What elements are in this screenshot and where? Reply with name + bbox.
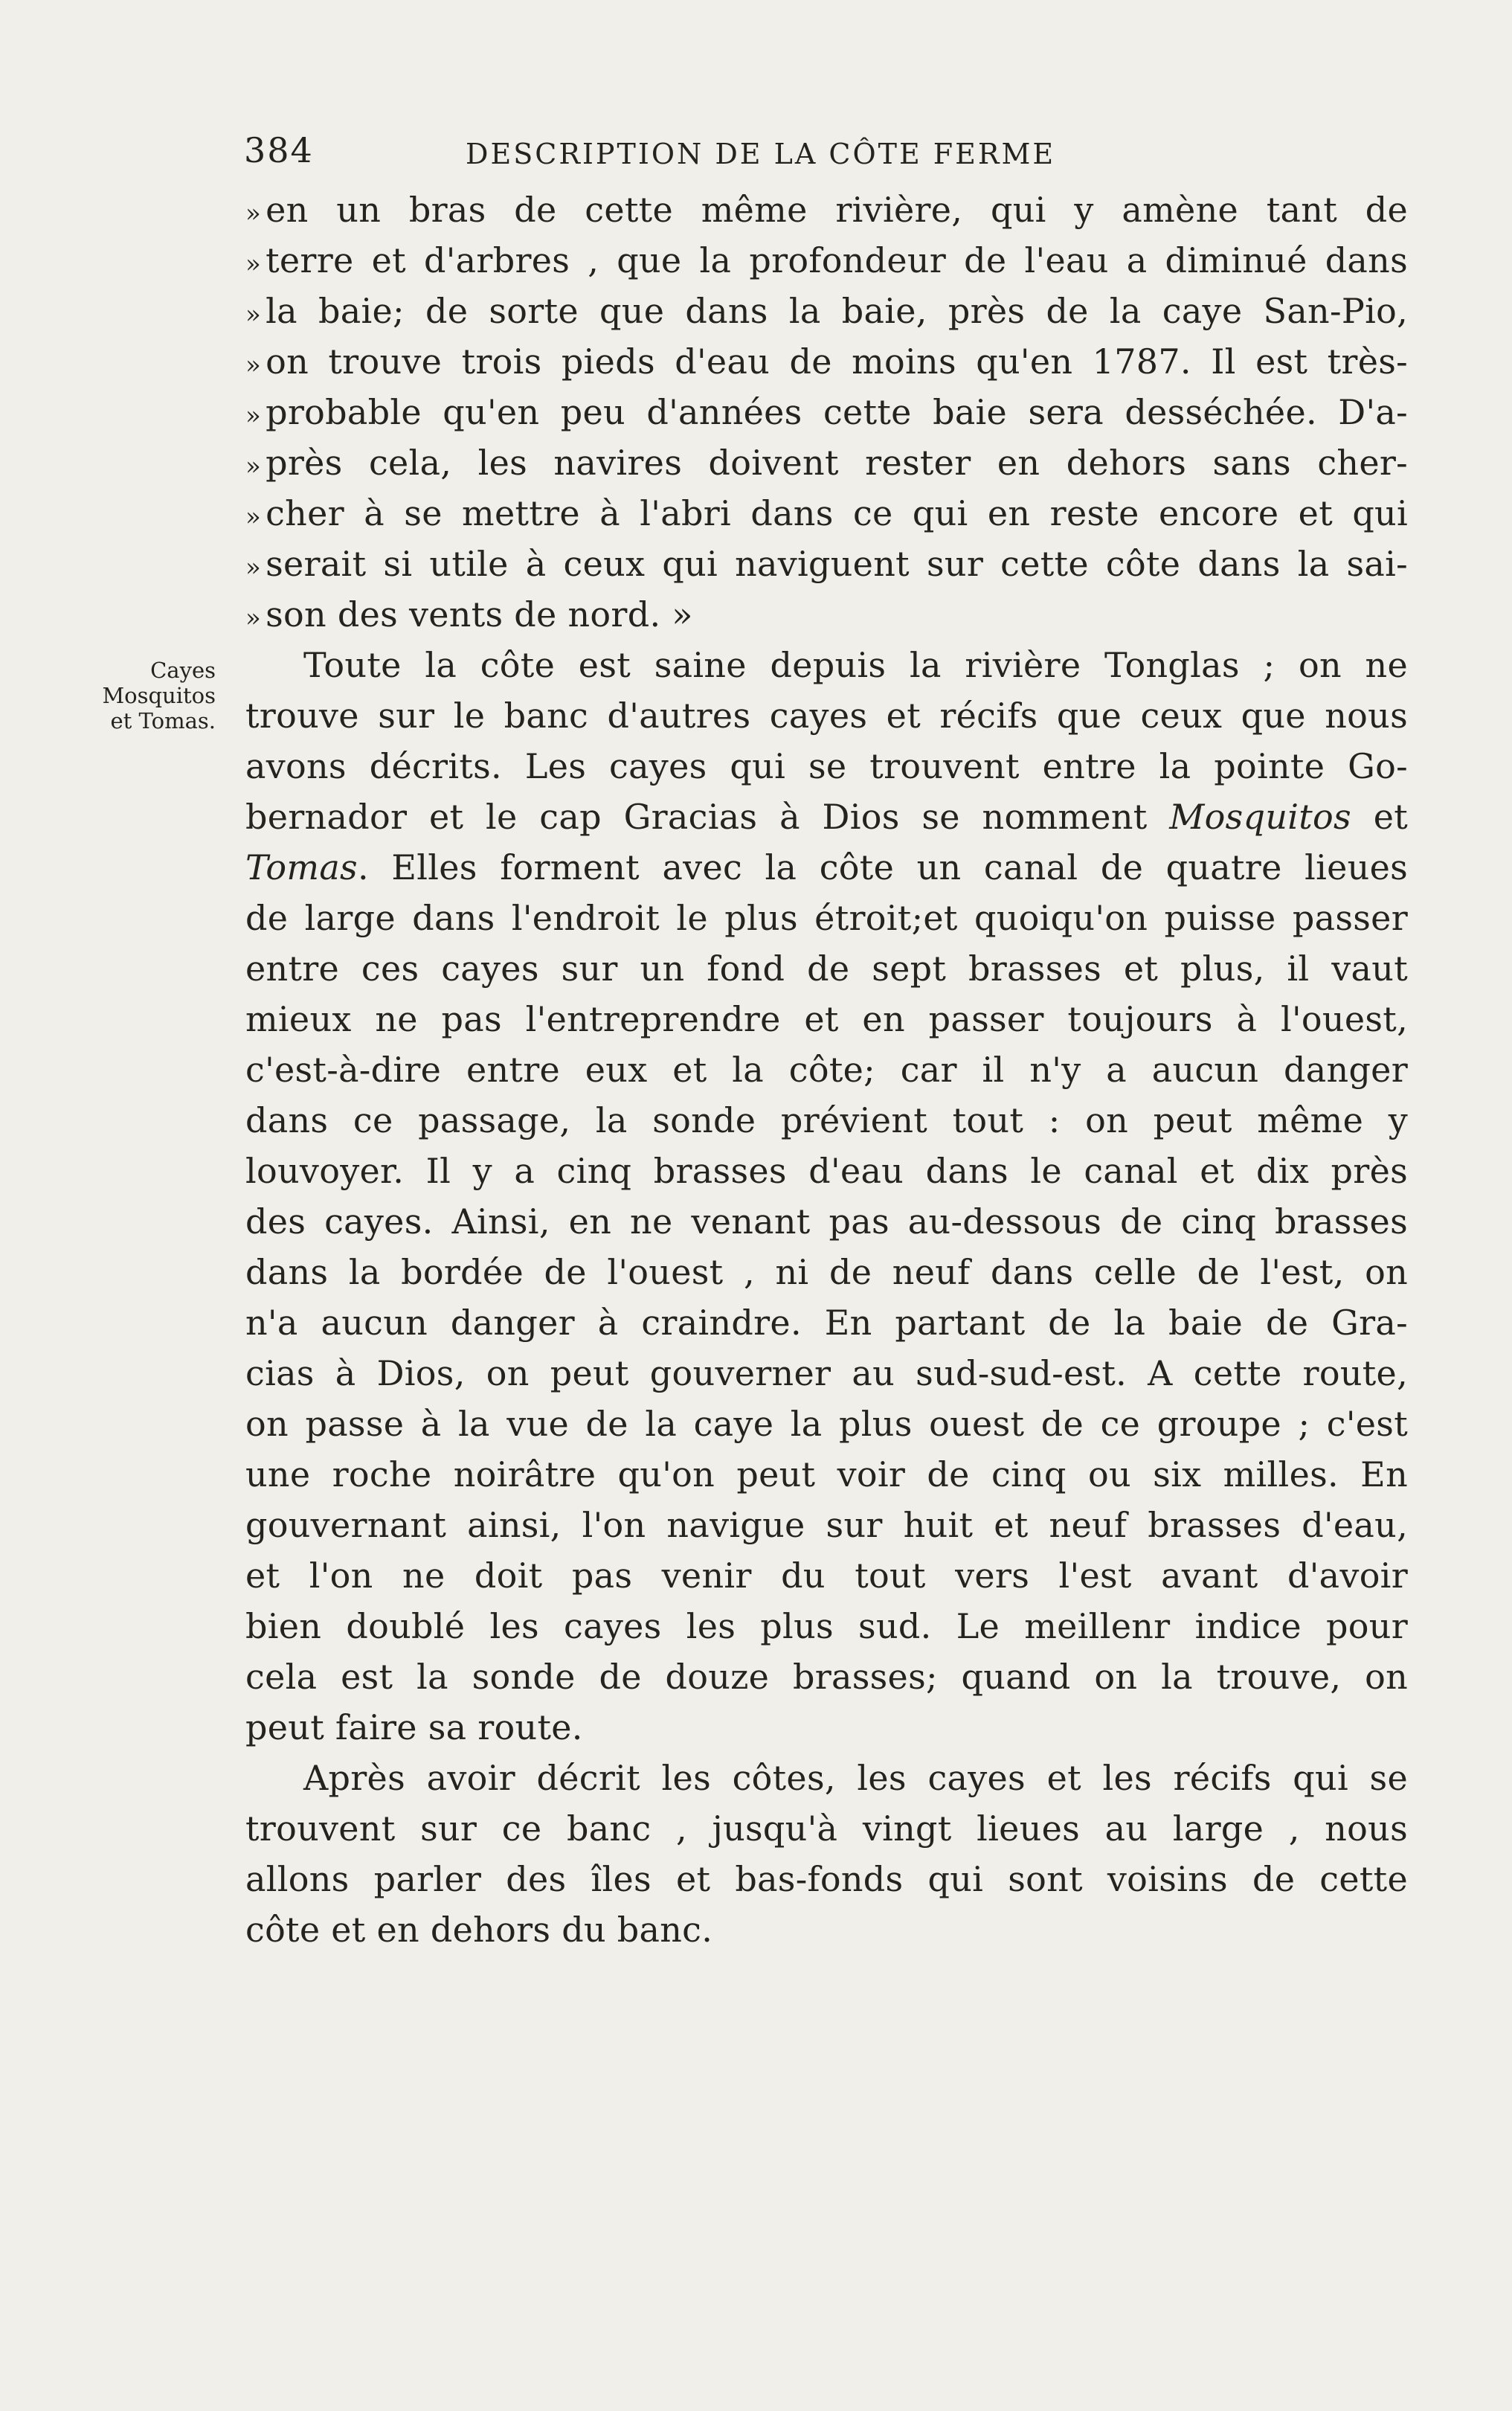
paragraph-line: entre ces cayes sur un fond de sept brasses et plus, il vaut [245,948,1408,989]
quote-mark: » [245,401,262,431]
quote-mark: » [245,350,262,380]
paragraph-line: gouvernant ainsi, l'on navigue sur huit et neuf brasses d'eau, [245,1505,1408,1545]
line-text: et [1351,797,1409,837]
quote-line-text: cher à se mettre à l'abri dans ce qui en reste encore et qui [266,493,1408,533]
paragraph-line: c'est-à-dire entre eux et la côte; car il n'y a aucun danger [245,1050,1408,1090]
quote-mark: » [245,249,262,279]
paragraph-line: dans ce passage, la sonde prévient tout : on peut même y [245,1100,1408,1140]
quote-mark: » [245,553,262,582]
paragraph-line: allons parler des îles et bas-fonds qui sont voisins de cette [245,1859,1408,1899]
paragraph-line: on passe à la vue de la caye la plus ouest de ce groupe ; c'est [245,1404,1408,1444]
quote-mark: » [245,502,262,532]
quote-line [245,286,1408,336]
quote-line [245,589,1408,640]
quote-line-text: terre et d'arbres , que la profondeur de l'eau a diminué dans [266,240,1408,280]
page-number: 384 [244,130,314,170]
margin-note-line: Mosquitos [102,683,216,708]
paragraph-line: bien doublé les cayes les plus sud. Le meillenr indice pour [245,1606,1408,1646]
paragraph-line: Après avoir décrit les côtes, les cayes et les récifs qui se [303,1758,1408,1798]
paragraph-line: dans la bordée de l'ouest , ni de neuf dans celle de l'est, on [245,1252,1408,1292]
margin-note-line: Cayes [150,658,216,683]
paragraph-line: louvoyer. Il y a cinq brasses d'eau dans le canal et dix près [245,1151,1408,1191]
quote-line [245,539,1408,589]
quote-line-text: probable qu'en peu d'années cette baie sera desséchée. D'a- [266,392,1408,432]
quote-line-text: son des vents de nord. » [266,594,693,635]
paragraph-line: n'a aucun danger à craindre. En partant de la baie de Gra- [245,1303,1408,1343]
paragraph-line: trouvent sur ce banc , jusqu'à vingt lieues au large , nous [245,1808,1408,1849]
paragraph-line [245,792,1408,842]
page-header [244,130,1136,175]
quote-line-text: près cela, les navires doivent rester en dehors sans cher- [266,443,1408,483]
running-title: DESCRIPTION DE LA CÔTE FERME [466,138,1056,170]
quote-line-text: on trouve trois pieds d'eau de moins qu'en 1787. Il est très- [266,341,1408,382]
paragraph-line: et l'on ne doit pas venir du tout vers l'est avant d'avoir [245,1556,1408,1596]
paragraph-line: côte et en dehors du banc. [245,1910,713,1950]
quote-line-text: en un bras de cette même rivière, qui y amène tant de [266,190,1408,230]
line-text: . Elles forment avec la côte un canal de quatre lieues [357,847,1408,887]
quote-mark: » [245,452,262,481]
line-text: bernador et le cap Gracias à Dios se nomment [245,797,1170,837]
quote-line [245,488,1408,539]
quote-mark: » [245,603,262,633]
quote-line [245,437,1408,488]
quote-line [245,184,1408,235]
quote-line [245,387,1408,437]
paragraph-line: avons décrits. Les cayes qui se trouvent entre la pointe Go- [245,746,1408,786]
paragraph-line: cias à Dios, on peut gouverner au sud-sud-est. A cette route, [245,1353,1408,1393]
quote-line [245,235,1408,286]
quote-line [245,336,1408,387]
paragraph-line: mieux ne pas l'entreprendre et en passer toujours à l'ouest, [245,999,1408,1039]
paragraph-line: Toute la côte est saine depuis la rivière Tonglas ; on ne [303,645,1408,685]
margin-note [74,658,216,733]
quote-mark: » [245,199,262,228]
paragraph-line: trouve sur le banc d'autres cayes et récifs que ceux que nous [245,696,1408,736]
paragraph-line: de large dans l'endroit le plus étroit;et quoiqu'on puisse passer [245,898,1408,938]
paragraph-line: des cayes. Ainsi, en ne venant pas au-dessous de cinq brasses [245,1201,1408,1242]
paragraph-line: peut faire sa route. [245,1707,583,1747]
italic-term-mosquitos: Mosquitos [1169,797,1351,837]
margin-note-line: et Tomas. [110,708,216,733]
paragraph-line: une roche noirâtre qu'on peut voir de cinq ou six milles. En [245,1454,1408,1495]
quote-line-text: la baie; de sorte que dans la baie, près de la caye San-Pio, [266,291,1408,331]
italic-term-tomas: Tomas [245,847,358,887]
quote-mark: » [245,300,262,330]
quote-line-text: serait si utile à ceux qui naviguent sur cette côte dans la sai- [266,544,1408,584]
body-text [245,184,1408,1955]
paragraph-line [245,842,1408,893]
paragraph-line: cela est la sonde de douze brasses; quand on la trouve, on [245,1657,1408,1697]
